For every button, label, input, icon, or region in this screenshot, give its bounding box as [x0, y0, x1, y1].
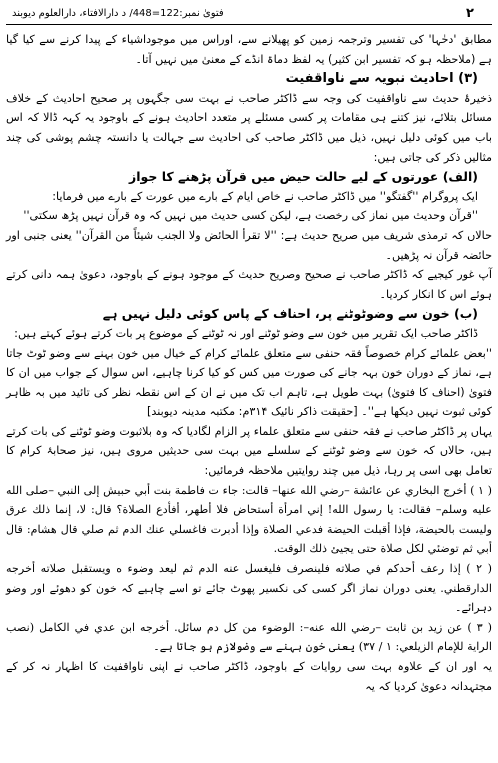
hadith-text: ( ۱ ) أخرج البخاري عن عائشة –رضي الله عنها– قالت: جاء ت فاطمة بنت أبي حبيش إلى النبي –صلى الله عليه وسلم– فقالت: يا رسول الله! إني امرأة أستحاض فلا أطهر، أفأدع الصلاة؟ قال: لا، إنما ذلك عرق وليست بالحيضة، فإذا أقبلت الحيضة فدعي الصلاة وإذا أدبرت فاغسلي عنك الدم ثم صلي قال هشام: قال أبي ثم توضئي لكل صلاة حتى يجيئ ذلك الوقت.: [6, 483, 492, 556]
document-body: [6, 30, 492, 759]
paragraph: آپ غور کیجیے کہ ڈاکٹر صاحب نے صحیح وصریح حدیث کے موجود ہونے کے باوجود، دعویٰ ہمہ دانی کرتے ہوئے اس کا انکار کردیا۔: [6, 268, 492, 301]
hadith-text: ( ۳ ) عن زيد بن ثابت –رضي الله عنه–: الوضوء من كل دم سائل. أخرجه ابن عدي في الكامل (نصب الراية للإمام الزيلعي: ۱ / ۳۷) یعنی خون بہنے سے وضولازم ہو جاتا ہے۔: [6, 620, 492, 654]
paragraph: ذخیرۂ حدیث سے ناواقفیت کی وجہ سے ڈاکٹر صاحب نے بہت سی جگہوں پر صحیح احادیث کے خلاف مسائل بتلائے، نیز کتنے ہی مقامات پر کسی مسئلے پر متعدد احادیث ہونے کے باوجود یہ کہہ ڈالا کہ اس باب میں کوئی دلیل نہیں، ذیل میں ڈاکٹر صاحب کی احادیث سے جہالت یا دانستہ چشم پوشی کی چند مثالیں ذکر کی جاتی ہیں:: [6, 91, 492, 164]
hadith-text: ( ۲ ) إذا رعف أحدكم في صلاته فلينصرف فليغسل عنه الدم ثم ليعد وضوء ه ويستقبل صلاته أخرجه الدارقطني. یعنی دوران نماز اگر کسی کی نکسیر پھوٹ جائے تو اسے چاہیے کہ خون کو دھوئے اور وضو دہرائے۔: [6, 562, 493, 615]
page-number: ۲: [466, 6, 474, 21]
paragraph: یہاں پر ڈاکٹر صاحب نے فقہ حنفی سے متعلق علماء پر الزام لگادیا کہ وہ بلاثبوت وضو ٹوٹنے کی بات کرتے ہیں، حالاں کہ خون سے وضو ٹوٹنے کے سلسلے میں بہت سی حدیثیں مروی ہیں، نیز صحابۂ کرام کا تعامل بھی اسی پر رہا، ذیل میں چند روایتیں ملاحظہ فرمائیں:: [6, 424, 492, 478]
paragraph: یہ اور ان کے علاوہ بہت سی روایات کے باوجود، ڈاکٹر صاحب نے اپنی ناواقفیت کا اظہار نہ کر کے مجتہدانہ دعویٰ کردیا کہ یہ: [6, 660, 492, 693]
header-divider: [6, 24, 492, 25]
paragraph: ایک پروگرام ''گفتگو'' میں ڈاکٹر صاحب نے خاص ایام کے بارے میں عورت کے بارے میں فرمایا:: [52, 189, 478, 203]
quotation: ''قرآن وحدیث میں نماز کی رخصت ہے، لیکن کسی حدیث میں نہیں کہ وہ قرآن نہیں پڑھ سکتی'': [23, 209, 478, 223]
paragraph: حالاں کہ ترمذی شریف میں صریح حدیث ہے: ''لا تقرأ الحائض ولا الجنب شیئاً من القرآن'' یعنی جنبی اور حائضہ قرآن نہ پڑھیں۔: [6, 228, 492, 262]
section-heading: (۳) احادیث نبویہ سے ناواقفیت: [285, 71, 478, 87]
subsection-heading: (ب) خون سے وضوٹوٹنے پر، احناف کے پاس کوئی دلیل نہیں ہے: [102, 306, 478, 322]
paragraph: ڈاکٹر صاحب ایک تقریر میں خون سے وضو ٹوٹنے اور نہ ٹوٹنے کے موضوع پر بات کرتے ہوئے کہتے ہیں:: [14, 326, 478, 340]
fatwa-reference: فتویٰ نمبر:122=448/ د دارالافتاء، دارالعلوم دیوبند: [12, 8, 224, 19]
subsection-heading: (الف) عورتوں کے لیے حالت حیض میں قرآن پڑھنے کا جواز: [129, 169, 478, 185]
page-header: [6, 6, 492, 26]
paragraph: مطابق 'دحٰہا' کی تفسیر وترجمہ زمین کو پھیلانے سے، اوراس میں موجوداشیاء کے پیدا کرنے سے کیا گیا ہے (ملاحظہ ہو کہ تفسیر ابن کثیر) یہ لفظ دماۃ انڈے کے معنیٰ میں نہیں آتا۔: [6, 33, 492, 66]
quotation: ''بعض علمائے کرام خصوصاً فقہ حنفی سے متعلق علمائے کرام کے خیال میں خون بہنے سے وضو ٹوٹ جاتا ہے، نماز کے دوران خون بہہ جانے کی صورت میں کس کو کیا کرنا چاہیے، اس سوال کے جواب میں ان کا فتویٰ (احناف کا فتویٰ) بہت طویل ہے، تاہم اب تک میں نے ان کے اس نقطہ نظر کی تائید میں بہ ظاہر کوئی ثبوت نہیں دیکھا ہے''۔ [حقیقت ذاکر نائیک ۳۱۴م: مکتبہ مدینہ دیوبند]: [6, 346, 492, 419]
